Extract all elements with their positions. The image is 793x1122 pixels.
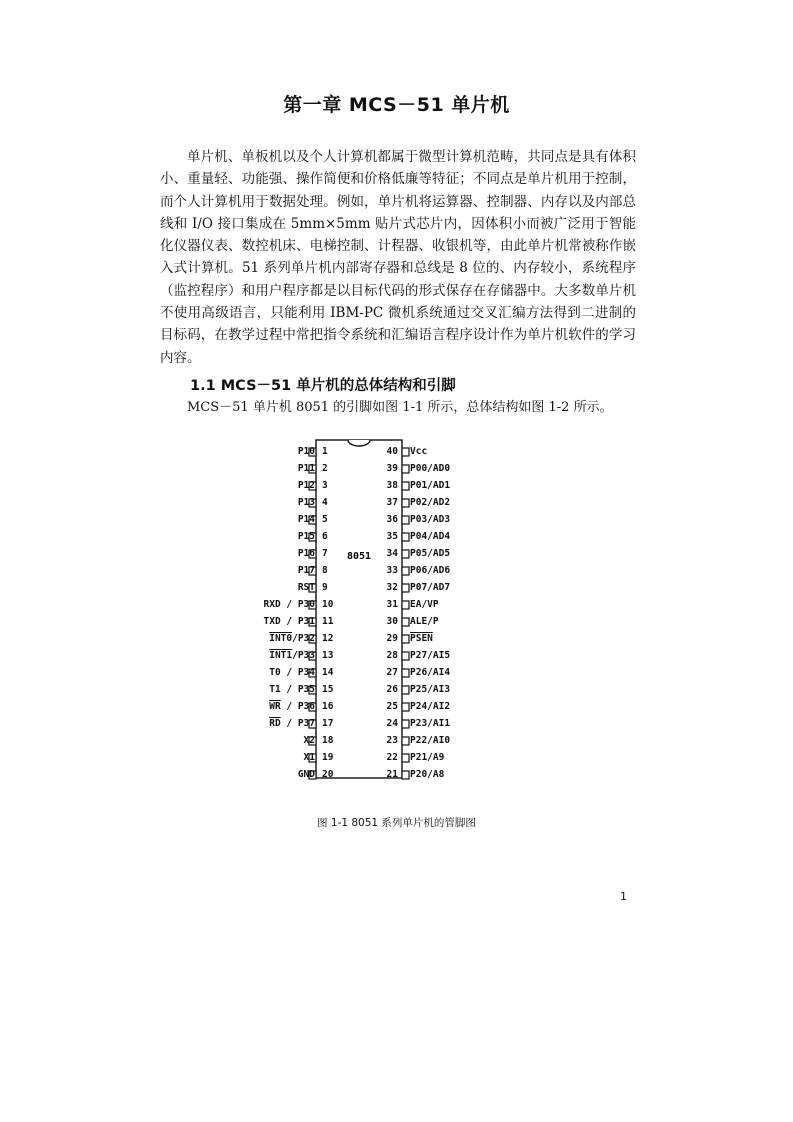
pin-20-name: GND bbox=[297, 769, 315, 780]
pin-14-name: T0 / P34 bbox=[269, 667, 315, 678]
page-title: 第一章 MCS－51 单片机 bbox=[283, 94, 510, 116]
pin-31-pad bbox=[402, 601, 409, 609]
pin-15-number: 15 bbox=[322, 684, 334, 695]
pin-21-number: 21 bbox=[386, 769, 398, 780]
pin-36-pad bbox=[402, 516, 409, 524]
section-intro: MCS－51 单片机 8051 的引脚如图 1-1 所示，总体结构如图 1-2 所示。 bbox=[187, 400, 613, 415]
pin-23-pad bbox=[402, 737, 409, 745]
pin-32-name: P07/AD7 bbox=[410, 582, 451, 593]
pin-10-number: 10 bbox=[322, 599, 334, 610]
pin-30-number: 30 bbox=[386, 616, 398, 627]
pin-21-pad bbox=[402, 771, 409, 779]
pin-23-name: P22/AI0 bbox=[410, 735, 451, 746]
pin-35-name: P04/AD4 bbox=[410, 531, 451, 542]
pin-38-name: P01/AD1 bbox=[410, 480, 451, 491]
pin-13-name: INT1/P33 bbox=[269, 650, 315, 661]
pin-28-pad bbox=[402, 652, 409, 660]
pin-7-name: P16 bbox=[297, 548, 315, 559]
pin-23-number: 23 bbox=[386, 735, 398, 746]
pin-8-name: P17 bbox=[297, 565, 315, 576]
pin-35-pad bbox=[402, 533, 409, 541]
pin-17-active-low: $\overline{RD}$ bbox=[269, 718, 281, 729]
pin-29-active-low: PSEN bbox=[410, 633, 433, 644]
pin-38-pad bbox=[402, 482, 409, 490]
pin-17-number: 17 bbox=[322, 718, 334, 729]
pin-27-pad bbox=[402, 669, 409, 677]
pin-28-number: 28 bbox=[386, 650, 398, 661]
pin-25-number: 25 bbox=[386, 701, 398, 712]
pin-8-number: 8 bbox=[322, 565, 328, 576]
pin-31-number: 31 bbox=[386, 599, 398, 610]
pin-38-number: 38 bbox=[386, 480, 398, 491]
pin-18-number: 18 bbox=[322, 735, 334, 746]
pin-29-number: 29 bbox=[386, 633, 398, 644]
pin-13-active-low: INT1 bbox=[269, 650, 293, 661]
pin-22-pad bbox=[402, 754, 409, 762]
pin-25-name: P24/AI2 bbox=[410, 701, 451, 712]
pin-13-number: 13 bbox=[322, 650, 334, 661]
pin-36-number: 36 bbox=[386, 514, 398, 525]
pin-4-number: 4 bbox=[322, 497, 328, 508]
pin-33-pad bbox=[402, 567, 409, 575]
pin-40-number: 40 bbox=[386, 446, 398, 457]
pin-12-active-low: INT0 bbox=[269, 633, 293, 644]
pin-2-number: 2 bbox=[322, 463, 328, 474]
pin-33-number: 33 bbox=[386, 565, 398, 576]
pin-21-name: P20/A8 bbox=[410, 769, 445, 780]
pin-36-name: P03/AD3 bbox=[410, 514, 451, 525]
pin-26-name: P25/AI3 bbox=[410, 684, 451, 695]
pin-32-number: 32 bbox=[386, 582, 398, 593]
pin-7-number: 7 bbox=[322, 548, 328, 559]
pin-31-name: EA/VP bbox=[410, 599, 439, 610]
pin-29-name bbox=[410, 633, 433, 645]
pin-30-pad bbox=[402, 618, 409, 626]
pin-10-name: RXD / P30 bbox=[263, 599, 315, 610]
pin-9-number: 9 bbox=[322, 582, 328, 593]
pin-12-number: 12 bbox=[322, 633, 334, 644]
pin-35-number: 35 bbox=[386, 531, 398, 542]
pin-5-number: 5 bbox=[322, 514, 328, 525]
pin-22-number: 22 bbox=[386, 752, 398, 763]
pin-5-name: P14 bbox=[297, 514, 315, 525]
pin-40-pad bbox=[402, 448, 409, 456]
pin-12-name: INT0/P32 bbox=[269, 633, 315, 644]
pin-24-pad bbox=[402, 720, 409, 728]
pin-24-number: 24 bbox=[386, 718, 398, 729]
pin-39-name: P00/AD0 bbox=[410, 463, 451, 474]
pin-25-pad bbox=[402, 703, 409, 711]
pin-39-pad bbox=[402, 465, 409, 473]
pin-30-name: ALE/P bbox=[410, 616, 439, 627]
pin-4-name: P13 bbox=[297, 497, 315, 508]
pin-39-number: 39 bbox=[386, 463, 398, 474]
section-heading: 1.1 MCS－51 单片机的总体结构和引脚 bbox=[190, 378, 456, 394]
pin-16-number: 16 bbox=[322, 701, 334, 712]
pin-37-name: P02/AD2 bbox=[410, 497, 451, 508]
pin-19-name: X1 bbox=[303, 752, 315, 763]
pin-26-number: 26 bbox=[386, 684, 398, 695]
pin-17-name: $\overline{RD} / P37$ bbox=[269, 718, 315, 729]
pin-33-name: P06/AD6 bbox=[410, 565, 451, 576]
pin-15-name: T1 / P35 bbox=[269, 684, 315, 695]
pin-6-number: 6 bbox=[322, 531, 328, 542]
pinout-diagram bbox=[250, 434, 470, 794]
pin-28-name: P27/AI5 bbox=[410, 650, 451, 661]
pin-34-name: P05/AD5 bbox=[410, 548, 451, 559]
pin-14-number: 14 bbox=[322, 667, 334, 678]
pin-27-number: 27 bbox=[386, 667, 398, 678]
pin-1-name: P10 bbox=[297, 446, 315, 457]
pin-24-name: P23/AI1 bbox=[410, 718, 451, 729]
pin-11-number: 11 bbox=[322, 616, 334, 627]
pin-34-pad bbox=[402, 550, 409, 558]
pin-9-name: RST bbox=[297, 582, 315, 593]
pin-32-pad bbox=[402, 584, 409, 592]
pin-26-pad bbox=[402, 686, 409, 694]
pin-22-name: P21/A9 bbox=[410, 752, 445, 763]
pin-19-number: 19 bbox=[322, 752, 334, 763]
pin-18-name: X2 bbox=[303, 735, 315, 746]
intro-paragraph: 单片机、单板机以及个人计算机都属于微型计算机范畴，共同点是具有体积小、重量轻、功能强、操作简便和价格低廉等特征；不同点是单片机用于控制，而个人计算机用于数据处理。例如，单片机将运算器、控制器、内存以及内部总线和 I/O 接口集成在 5mm×5mm 贴片式芯片内，因体积小而被广泛用于智能化仪器仪表、数控机床、电梯控制、计程器、收银机等，由此单片机常被称作嵌入式计算机。51 系列单片机内部寄存器和总线是 8 位的、内存较小，系统程序（监控程序）和用户程序都是以目标代码的形式保存在存储器中。大多数单片机不使用高级语言，只能利用 IBM-PC 微机系统通过交叉汇编方法得到二进制的目标码，在教学过程中常把指令系统和汇编语言程序设计作为单片机软件的学习内容。 bbox=[160, 149, 636, 366]
chip-notch bbox=[348, 440, 370, 446]
pin-20-number: 20 bbox=[322, 769, 334, 780]
pin-37-number: 37 bbox=[386, 497, 398, 508]
pin-40-name: Vcc bbox=[410, 446, 428, 457]
pin-29-pad bbox=[402, 635, 409, 643]
pin-34-number: 34 bbox=[386, 548, 398, 559]
pin-16-active-low: $\overline{WR}$ bbox=[269, 701, 281, 712]
pin-6-name: P15 bbox=[297, 531, 315, 542]
page-number: 1 bbox=[620, 890, 627, 903]
pin-27-name: P26/AI4 bbox=[410, 667, 451, 678]
figure-caption: 图 1-1 8051 系列单片机的管脚图 bbox=[317, 817, 476, 829]
pin-2-name: P11 bbox=[297, 463, 315, 474]
pin-37-pad bbox=[402, 499, 409, 507]
chip-label: 8051 bbox=[346, 551, 372, 562]
pin-3-number: 3 bbox=[322, 480, 328, 491]
pin-1-number: 1 bbox=[322, 446, 328, 457]
pin-3-name: P12 bbox=[297, 480, 315, 491]
pin-11-name: TXD / P31 bbox=[263, 616, 315, 627]
pin-16-name: $\overline{WR} / P36$ bbox=[269, 701, 315, 712]
